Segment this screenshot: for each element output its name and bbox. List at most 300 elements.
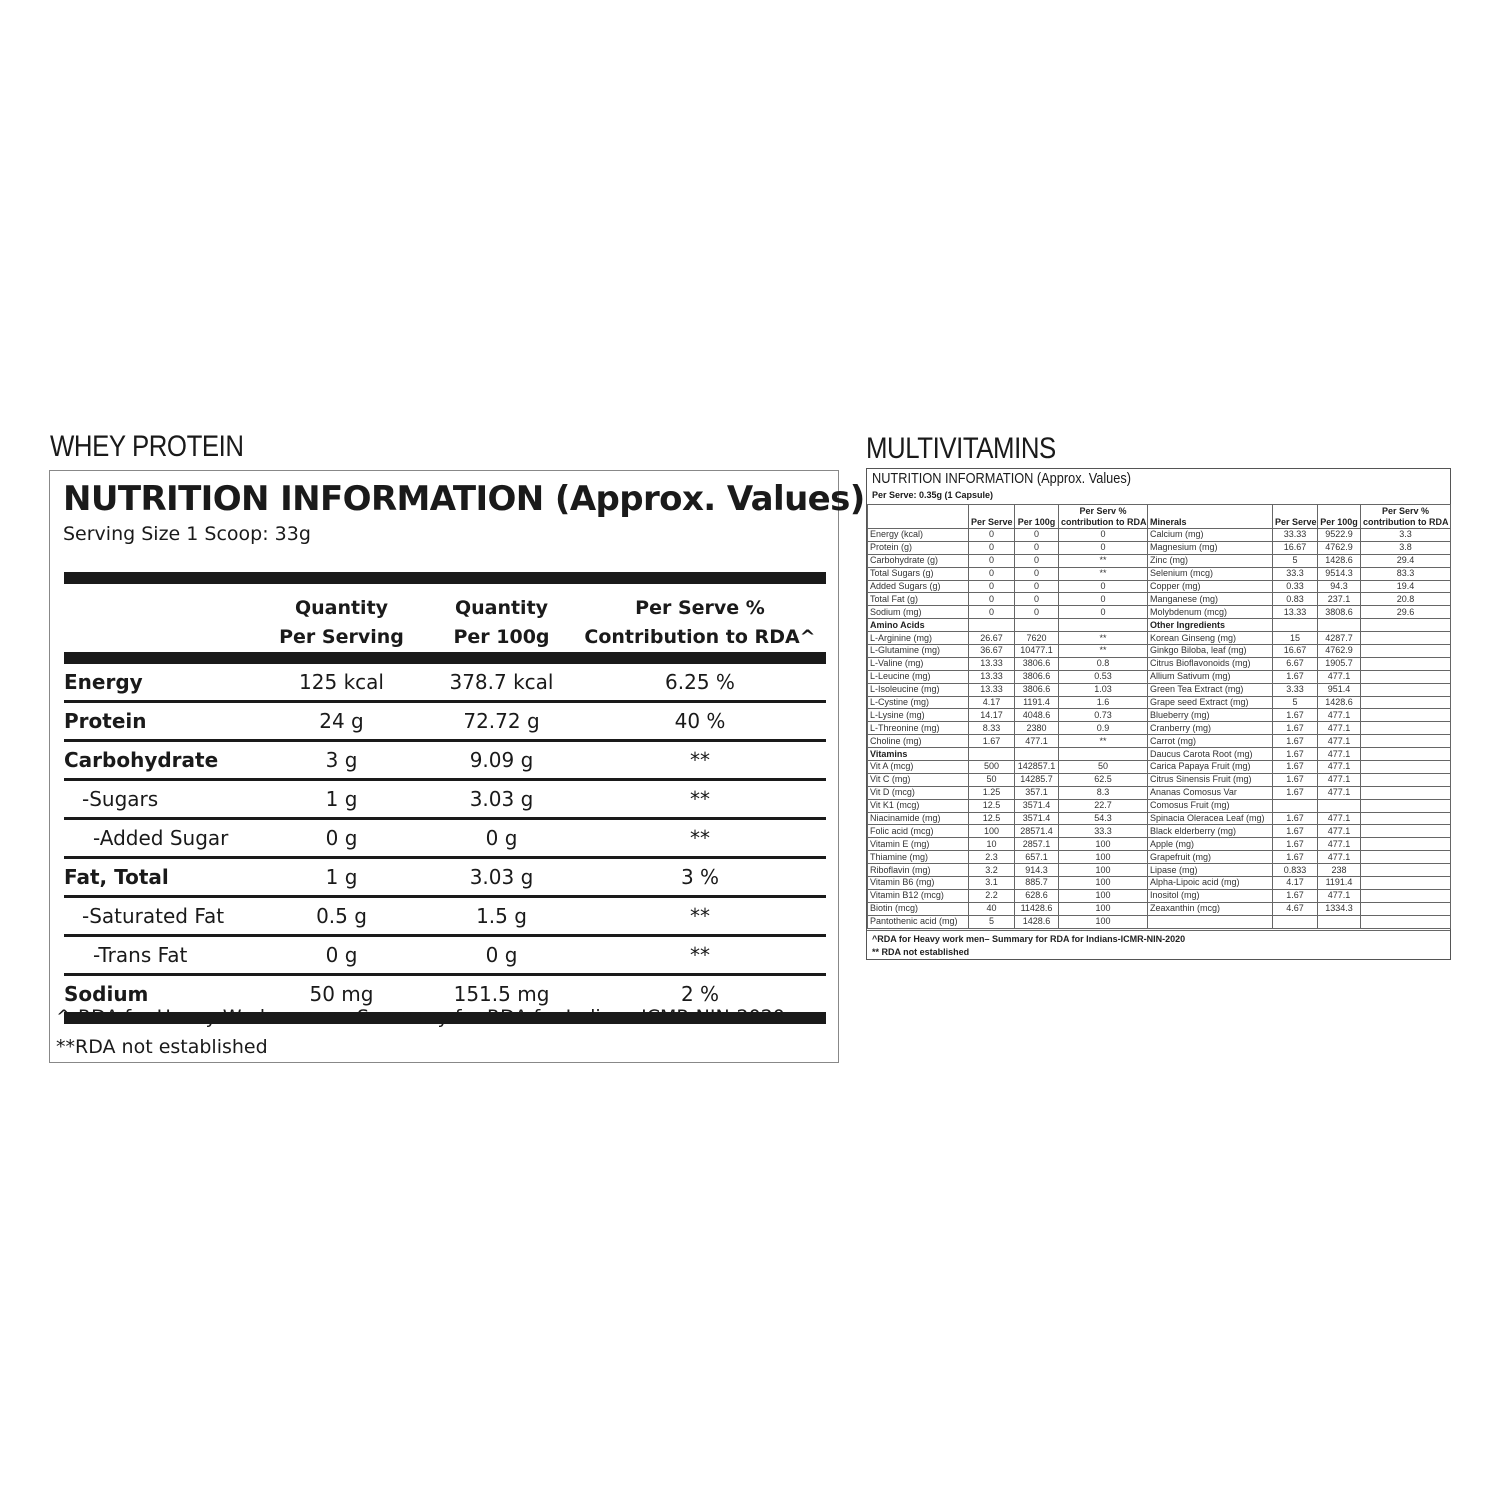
table-row	[868, 825, 1451, 838]
whey-col-nutrient	[64, 578, 254, 658]
multivitamins-footnote-divider	[867, 930, 1450, 931]
table-row	[868, 632, 1451, 645]
left-nutrient-name: Vitamin E (mg)	[868, 838, 969, 851]
left-rda-value: 22.7	[1059, 799, 1148, 812]
right-rda-value	[1361, 657, 1451, 670]
mv-col-per-100g: Per 100g	[1015, 505, 1059, 529]
right-rda-value	[1361, 645, 1451, 658]
left-per-100g-value: 0	[1015, 580, 1059, 593]
right-per-serve-value	[1273, 915, 1318, 928]
left-nutrient-name: Added Sugars (g)	[868, 580, 969, 593]
right-per-100g-value: 4762.9	[1318, 645, 1361, 658]
qty-per-serving: 1 g	[254, 780, 429, 819]
left-rda-value: 0	[1059, 606, 1148, 619]
right-per-serve-value: 1.67	[1273, 761, 1318, 774]
left-nutrient-name: L-Arginine (mg)	[868, 632, 969, 645]
left-per-100g-value: 0	[1015, 529, 1059, 542]
left-nutrient-name: Total Sugars (g)	[868, 567, 969, 580]
left-nutrient-name: L-Valine (mg)	[868, 657, 969, 670]
right-rda-value: 3.3	[1361, 529, 1451, 542]
right-rda-value: 83.3	[1361, 567, 1451, 580]
right-per-serve-value	[1273, 799, 1318, 812]
right-per-100g-value	[1318, 799, 1361, 812]
right-per-100g-value: 477.1	[1318, 761, 1361, 774]
right-per-serve-value: 16.67	[1273, 541, 1318, 554]
qty-per-100g: 1.5 g	[429, 897, 574, 936]
whey-table-header	[64, 578, 826, 658]
mv-footnote-not-established: ** RDA not established	[872, 947, 970, 957]
left-rda-value: 0	[1059, 541, 1148, 554]
right-per-100g-value: 477.1	[1318, 748, 1361, 761]
table-row	[868, 529, 1451, 542]
table-row	[868, 645, 1451, 658]
left-per-100g-value: 7620	[1015, 632, 1059, 645]
qty-per-100g: 0 g	[429, 936, 574, 975]
right-per-serve-value: 4.67	[1273, 902, 1318, 915]
right-per-serve-value: 33.33	[1273, 529, 1318, 542]
left-per-serve-value: 0	[969, 529, 1015, 542]
table-row	[868, 670, 1451, 683]
qty-per-serving: 0.5 g	[254, 897, 429, 936]
table-row	[868, 902, 1451, 915]
qty-per-serving: 24 g	[254, 702, 429, 741]
left-rda-value: 62.5	[1059, 773, 1148, 786]
table-row	[868, 786, 1451, 799]
table-row	[64, 658, 826, 702]
right-per-serve-value: 1.67	[1273, 773, 1318, 786]
left-per-100g-value: 914.3	[1015, 864, 1059, 877]
left-rda-value: 0.9	[1059, 722, 1148, 735]
left-nutrient-name: Vitamin B6 (mg)	[868, 877, 969, 890]
right-per-100g-value	[1318, 915, 1361, 928]
mv-col-per-100g-2: Per 100g	[1318, 505, 1361, 529]
right-rda-value	[1361, 877, 1451, 890]
right-rda-value	[1361, 864, 1451, 877]
rda-percent: 2 %	[574, 975, 826, 1019]
left-per-100g-value: 1428.6	[1015, 915, 1059, 928]
right-nutrient-name: Black elderberry (mg)	[1148, 825, 1273, 838]
left-nutrient-name: Vitamins	[868, 748, 969, 761]
nutrient-name: -Saturated Fat	[64, 897, 254, 936]
right-nutrient-name: Manganese (mg)	[1148, 593, 1273, 606]
left-per-100g-value: 3806.6	[1015, 683, 1059, 696]
table-row	[64, 702, 826, 741]
left-rda-value: 100	[1059, 864, 1148, 877]
mv-col-per-serve: Per Serve	[969, 505, 1015, 529]
right-per-100g-value: 477.1	[1318, 735, 1361, 748]
table-row	[868, 696, 1451, 709]
right-per-100g-value: 477.1	[1318, 786, 1361, 799]
table-row	[868, 580, 1451, 593]
table-row	[868, 593, 1451, 606]
multivitamins-nutrition-heading: NUTRITION INFORMATION (Approx. Values)	[872, 471, 1132, 487]
table-row	[868, 735, 1451, 748]
left-per-100g-value: 142857.1	[1015, 761, 1059, 774]
left-per-100g-value: 0	[1015, 567, 1059, 580]
left-per-serve-value: 2.3	[969, 851, 1015, 864]
mv-col-per-serve-2: Per Serve	[1273, 505, 1318, 529]
table-row	[64, 897, 826, 936]
right-per-100g-value: 477.1	[1318, 838, 1361, 851]
right-nutrient-name: Grapefruit (mg)	[1148, 851, 1273, 864]
nutrient-name: Protein	[64, 702, 254, 741]
left-per-serve-value: 0	[969, 580, 1015, 593]
right-nutrient-name: Green Tea Extract (mg)	[1148, 683, 1273, 696]
right-per-100g-value: 477.1	[1318, 722, 1361, 735]
right-per-100g-value: 237.1	[1318, 593, 1361, 606]
whey-col-qty-100g	[429, 578, 574, 658]
table-row	[868, 851, 1451, 864]
right-per-100g-value: 1428.6	[1318, 554, 1361, 567]
right-per-serve-value: 1.67	[1273, 670, 1318, 683]
right-rda-value	[1361, 735, 1451, 748]
right-rda-value	[1361, 722, 1451, 735]
left-per-serve-value: 3.2	[969, 864, 1015, 877]
table-row	[64, 819, 826, 858]
right-nutrient-name: Korean Ginseng (mg)	[1148, 632, 1273, 645]
left-nutrient-name: L-Cystine (mg)	[868, 696, 969, 709]
left-rda-value: 100	[1059, 838, 1148, 851]
left-rda-value: **	[1059, 645, 1148, 658]
left-nutrient-name: Total Fat (g)	[868, 593, 969, 606]
left-per-serve-value: 50	[969, 773, 1015, 786]
left-per-100g-value: 10477.1	[1015, 645, 1059, 658]
mv-col-rda-2-line2: contribution to RDA	[1363, 517, 1449, 527]
left-per-100g-value: 0	[1015, 593, 1059, 606]
left-per-serve-value: 36.67	[969, 645, 1015, 658]
left-per-serve-value: 8.33	[969, 722, 1015, 735]
multivitamins-table-body	[868, 529, 1451, 929]
table-row	[868, 812, 1451, 825]
left-rda-value: 0.8	[1059, 657, 1148, 670]
left-per-100g-value: 3571.4	[1015, 799, 1059, 812]
right-nutrient-name: Other Ingredients	[1148, 619, 1273, 632]
right-per-serve-value: 13.33	[1273, 606, 1318, 619]
rda-percent: **	[574, 741, 826, 780]
mv-col-nutrient	[868, 505, 969, 529]
right-per-serve-value: 1.67	[1273, 722, 1318, 735]
left-per-100g-value: 477.1	[1015, 735, 1059, 748]
right-rda-value	[1361, 696, 1451, 709]
left-nutrient-name: Amino Acids	[868, 619, 969, 632]
nutrient-name: -Added Sugar	[64, 819, 254, 858]
right-nutrient-name: Lipase (mg)	[1148, 864, 1273, 877]
right-rda-value	[1361, 851, 1451, 864]
right-per-100g-value: 1428.6	[1318, 696, 1361, 709]
right-per-serve-value: 1.67	[1273, 889, 1318, 902]
right-per-serve-value: 1.67	[1273, 825, 1318, 838]
right-per-100g-value: 9522.9	[1318, 529, 1361, 542]
multivitamins-per-serve: Per Serve: 0.35g (1 Capsule)	[872, 490, 994, 500]
left-rda-value: **	[1059, 735, 1148, 748]
right-nutrient-name: Carrot (mg)	[1148, 735, 1273, 748]
right-per-serve-value: 5	[1273, 554, 1318, 567]
left-per-100g-value: 4048.6	[1015, 709, 1059, 722]
table-row	[64, 741, 826, 780]
right-rda-value: 29.6	[1361, 606, 1451, 619]
right-nutrient-name: Magnesium (mg)	[1148, 541, 1273, 554]
left-rda-value: 100	[1059, 877, 1148, 890]
left-per-100g-value: 2857.1	[1015, 838, 1059, 851]
left-nutrient-name: Pantothenic acid (mg)	[868, 915, 969, 928]
left-per-100g-value: 28571.4	[1015, 825, 1059, 838]
left-rda-value	[1059, 748, 1148, 761]
rda-percent: 40 %	[574, 702, 826, 741]
right-per-100g-value: 951.4	[1318, 683, 1361, 696]
left-nutrient-name: Thiamine (mg)	[868, 851, 969, 864]
left-per-serve-value: 13.33	[969, 657, 1015, 670]
left-per-serve-value: 14.17	[969, 709, 1015, 722]
right-rda-value	[1361, 812, 1451, 825]
left-per-100g-value	[1015, 748, 1059, 761]
right-per-serve-value: 1.67	[1273, 838, 1318, 851]
left-per-100g-value	[1015, 619, 1059, 632]
qty-per-serving: 50 mg	[254, 975, 429, 1019]
nutrient-name: -Trans Fat	[64, 936, 254, 975]
qty-per-serving: 0 g	[254, 936, 429, 975]
right-rda-value	[1361, 825, 1451, 838]
left-per-100g-value: 357.1	[1015, 786, 1059, 799]
table-row	[868, 773, 1451, 786]
right-nutrient-name: Citrus Bioflavonoids (mg)	[1148, 657, 1273, 670]
right-per-serve-value: 3.33	[1273, 683, 1318, 696]
right-per-100g-value: 477.1	[1318, 670, 1361, 683]
left-nutrient-name: L-Isoleucine (mg)	[868, 683, 969, 696]
nutrient-name: Carbohydrate	[64, 741, 254, 780]
left-rda-value: 33.3	[1059, 825, 1148, 838]
left-per-serve-value: 5	[969, 915, 1015, 928]
left-per-100g-value: 3806.6	[1015, 670, 1059, 683]
right-rda-value	[1361, 786, 1451, 799]
right-nutrient-name: Zinc (mg)	[1148, 554, 1273, 567]
left-nutrient-name: Protein (g)	[868, 541, 969, 554]
right-per-serve-value: 6.67	[1273, 657, 1318, 670]
right-per-100g-value: 477.1	[1318, 812, 1361, 825]
nutrient-name: Fat, Total	[64, 858, 254, 897]
whey-nutrition-panel	[49, 470, 865, 1063]
nutrient-name: Sodium	[64, 975, 254, 1019]
table-row	[868, 748, 1451, 761]
left-rda-value: 1.03	[1059, 683, 1148, 696]
right-per-serve-value: 16.67	[1273, 645, 1318, 658]
left-per-serve-value: 0	[969, 593, 1015, 606]
right-per-100g-value: 1905.7	[1318, 657, 1361, 670]
right-rda-value: 29.4	[1361, 554, 1451, 567]
right-rda-value: 20.8	[1361, 593, 1451, 606]
table-row	[868, 683, 1451, 696]
left-rda-value: 1.6	[1059, 696, 1148, 709]
whey-nutrition-table	[64, 572, 826, 1024]
left-nutrient-name: Biotin (mcg)	[868, 902, 969, 915]
qty-per-100g: 9.09 g	[429, 741, 574, 780]
right-nutrient-name: Spinacia Oleracea Leaf (mg)	[1148, 812, 1273, 825]
right-per-serve-value: 1.67	[1273, 812, 1318, 825]
left-per-serve-value: 0	[969, 606, 1015, 619]
left-nutrient-name: Vit K1 (mcg)	[868, 799, 969, 812]
right-rda-value	[1361, 748, 1451, 761]
right-rda-value	[1361, 799, 1451, 812]
right-per-serve-value: 0.33	[1273, 580, 1318, 593]
whey-nutrition-heading: NUTRITION INFORMATION (Approx. Values)	[63, 479, 865, 519]
table-row	[868, 799, 1451, 812]
left-rda-value: 100	[1059, 915, 1148, 928]
left-per-serve-value: 0	[969, 567, 1015, 580]
mv-col-rda-2-line1: Per Serv %	[1381, 506, 1430, 516]
mv-col-rda-line2: contribution to RDA	[1061, 517, 1147, 527]
table-row	[64, 936, 826, 975]
right-rda-value	[1361, 709, 1451, 722]
table-row	[868, 619, 1451, 632]
left-per-serve-value: 100	[969, 825, 1015, 838]
left-per-100g-value: 628.6	[1015, 889, 1059, 902]
right-nutrient-name: Cranberry (mg)	[1148, 722, 1273, 735]
qty-per-100g: 3.03 g	[429, 780, 574, 819]
right-per-serve-value: 1.67	[1273, 748, 1318, 761]
qty-per-serving: 1 g	[254, 858, 429, 897]
whey-col-qty-serving-line2: Per Serving	[279, 626, 404, 648]
left-rda-value: 0	[1059, 593, 1148, 606]
right-rda-value	[1361, 838, 1451, 851]
left-per-100g-value: 885.7	[1015, 877, 1059, 890]
right-per-100g-value: 477.1	[1318, 773, 1361, 786]
left-nutrient-name: Vitamin B12 (mcg)	[868, 889, 969, 902]
left-nutrient-name: Vit D (mcg)	[868, 786, 969, 799]
right-rda-value: 3.8	[1361, 541, 1451, 554]
left-per-serve-value	[969, 748, 1015, 761]
right-per-serve-value: 1.67	[1273, 735, 1318, 748]
table-row	[64, 858, 826, 897]
left-rda-value: **	[1059, 632, 1148, 645]
table-row	[868, 541, 1451, 554]
whey-col-rda	[574, 578, 826, 658]
left-per-serve-value: 1.25	[969, 786, 1015, 799]
mv-footnote-rda: ^RDA for Heavy work men– Summary for RDA for Indians-ICMR-NIN-2020	[872, 934, 1186, 944]
left-per-100g-value: 0	[1015, 541, 1059, 554]
qty-per-100g: 0 g	[429, 819, 574, 858]
table-row	[868, 761, 1451, 774]
whey-col-qty-serving	[254, 578, 429, 658]
rda-percent: **	[574, 780, 826, 819]
left-rda-value: 100	[1059, 902, 1148, 915]
left-nutrient-name: Sodium (mg)	[868, 606, 969, 619]
left-nutrient-name: Vit C (mg)	[868, 773, 969, 786]
left-per-100g-value: 0	[1015, 554, 1059, 567]
left-per-100g-value: 14285.7	[1015, 773, 1059, 786]
mv-col-minerals: Minerals	[1148, 505, 1273, 529]
right-nutrient-name: Alpha-Lipoic acid (mg)	[1148, 877, 1273, 890]
left-per-serve-value: 3.1	[969, 877, 1015, 890]
left-nutrient-name: Folic acid (mcg)	[868, 825, 969, 838]
table-row	[868, 889, 1451, 902]
right-per-serve-value: 1.67	[1273, 786, 1318, 799]
table-row	[868, 877, 1451, 890]
qty-per-100g: 378.7 kcal	[429, 658, 574, 702]
right-nutrient-name: Inositol (mg)	[1148, 889, 1273, 902]
right-per-100g-value: 238	[1318, 864, 1361, 877]
right-per-100g-value: 477.1	[1318, 889, 1361, 902]
right-nutrient-name: Molybdenum (mcg)	[1148, 606, 1273, 619]
table-row	[868, 606, 1451, 619]
left-per-100g-value: 1191.4	[1015, 696, 1059, 709]
left-nutrient-name: Niacinamide (mg)	[868, 812, 969, 825]
right-per-100g-value: 94.3	[1318, 580, 1361, 593]
rda-percent: **	[574, 897, 826, 936]
table-row	[868, 657, 1451, 670]
right-per-100g-value: 477.1	[1318, 851, 1361, 864]
table-row	[868, 838, 1451, 851]
right-rda-value	[1361, 670, 1451, 683]
left-nutrient-name: Energy (kcal)	[868, 529, 969, 542]
left-rda-value: 54.3	[1059, 812, 1148, 825]
right-nutrient-name: Grape seed Extract (mg)	[1148, 696, 1273, 709]
left-per-serve-value: 12.5	[969, 812, 1015, 825]
right-per-serve-value: 0.83	[1273, 593, 1318, 606]
right-nutrient-name: Zeaxanthin (mcg)	[1148, 902, 1273, 915]
whey-section-title: WHEY PROTEIN	[50, 430, 244, 463]
nutrient-name: -Sugars	[64, 780, 254, 819]
right-per-100g-value: 1191.4	[1318, 877, 1361, 890]
left-rda-value: 0.53	[1059, 670, 1148, 683]
right-nutrient-name: Ginkgo Biloba, leaf (mg)	[1148, 645, 1273, 658]
table-row	[868, 915, 1451, 928]
right-per-serve-value: 0.833	[1273, 864, 1318, 877]
left-per-serve-value: 13.33	[969, 683, 1015, 696]
right-per-100g-value	[1318, 619, 1361, 632]
right-rda-value	[1361, 632, 1451, 645]
right-nutrient-name: Blueberry (mg)	[1148, 709, 1273, 722]
left-nutrient-name: Vit A (mcg)	[868, 761, 969, 774]
left-per-100g-value: 2380	[1015, 722, 1059, 735]
left-rda-value: **	[1059, 554, 1148, 567]
whey-footnote-rda: ^ RDA for Heavy Worker men - Summary for RDA for Indians-ICMR-NIN-2020	[56, 1006, 785, 1028]
right-nutrient-name: Allium Sativum (mg)	[1148, 670, 1273, 683]
nutrient-name: Energy	[64, 658, 254, 702]
left-per-serve-value: 13.33	[969, 670, 1015, 683]
left-rda-value: 100	[1059, 889, 1148, 902]
whey-col-rda-line2: Contribution to RDA^	[584, 626, 816, 648]
multivitamins-section-title: MULTIVITAMINS	[866, 432, 1056, 465]
table-row	[64, 780, 826, 819]
right-per-100g-value: 4287.7	[1318, 632, 1361, 645]
right-per-100g-value: 477.1	[1318, 825, 1361, 838]
left-per-100g-value: 0	[1015, 606, 1059, 619]
table-row	[868, 709, 1451, 722]
left-per-serve-value: 4.17	[969, 696, 1015, 709]
left-per-100g-value: 3571.4	[1015, 812, 1059, 825]
right-per-serve-value: 5	[1273, 696, 1318, 709]
left-per-serve-value	[969, 619, 1015, 632]
right-per-100g-value: 477.1	[1318, 709, 1361, 722]
right-nutrient-name: Daucus Carota Root (mg)	[1148, 748, 1273, 761]
mv-col-rda	[1059, 505, 1148, 529]
left-nutrient-name: Carbohydrate (g)	[868, 554, 969, 567]
right-per-100g-value: 9514.3	[1318, 567, 1361, 580]
rda-percent: **	[574, 936, 826, 975]
right-nutrient-name: Apple (mg)	[1148, 838, 1273, 851]
left-per-serve-value: 12.5	[969, 799, 1015, 812]
right-nutrient-name: Carica Papaya Fruit (mg)	[1148, 761, 1273, 774]
right-nutrient-name: Copper (mg)	[1148, 580, 1273, 593]
multivitamins-nutrition-panel	[866, 468, 1451, 960]
table-row	[868, 722, 1451, 735]
whey-col-qty-serving-line1: Quantity	[294, 597, 389, 619]
right-nutrient-name: Comosus Fruit (mg)	[1148, 799, 1273, 812]
mv-col-rda-2	[1361, 505, 1451, 529]
qty-per-serving: 3 g	[254, 741, 429, 780]
left-rda-value: **	[1059, 567, 1148, 580]
right-nutrient-name	[1148, 915, 1273, 928]
right-per-serve-value	[1273, 619, 1318, 632]
